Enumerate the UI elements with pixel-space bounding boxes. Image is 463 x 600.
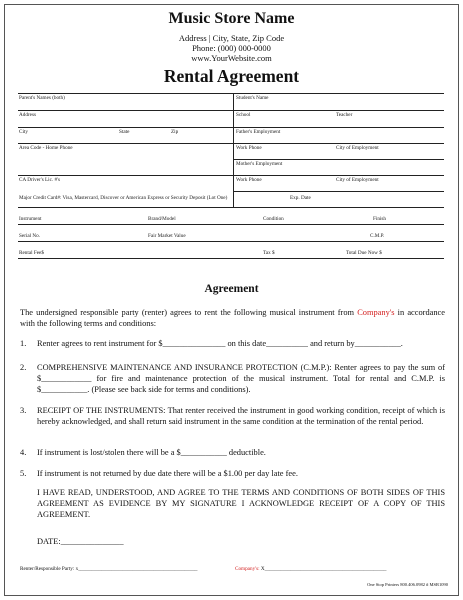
drivers-license-label: CA Driver's Lic. #'s xyxy=(19,177,61,183)
term-text: COMPREHENSIVE MAINTENANCE AND INSURANCE PROTECTION (C.M.P.): Renter agrees to pay the sum of $____________ for fire and maintenance protection of the musical instrument. Total for rental and C.M.P. is $___________. (Please see back side for terms and conditions). xyxy=(37,363,445,394)
agreement-intro xyxy=(20,307,445,329)
term-text: Renter agrees to rent instrument for $_______________ on this date__________ and return by___________. xyxy=(37,339,403,348)
term-item xyxy=(20,405,445,427)
fair-market-value-label: Fair Market Value xyxy=(148,233,186,239)
company-signature-label: Company's: xyxy=(235,566,260,572)
work-phone-label-1: Work Phone xyxy=(236,145,262,151)
fathers-employment-label: Father's Employment xyxy=(236,129,281,135)
work-phone-label-2: Work Phone xyxy=(236,177,262,183)
term-text: If instrument is not returned by due date there will be a $1.00 per day late fee. xyxy=(37,469,298,478)
state-label: State xyxy=(119,129,130,135)
cmp-label: C.M.P. xyxy=(370,233,385,239)
store-contact xyxy=(0,33,463,63)
term-number: 5. xyxy=(20,469,27,478)
company-name-red: Company's xyxy=(357,308,395,317)
teacher-label: Teacher xyxy=(336,112,353,118)
date-field: DATE:_______________ xyxy=(37,537,124,546)
intro-text-end: in accordance with the following terms and conditions: xyxy=(20,308,445,328)
students-name-label: Student's Name xyxy=(236,95,269,101)
rental-form-grid xyxy=(18,93,444,263)
renter-signature-line: Renter/Responsible Party: x______________________________________________ xyxy=(20,566,198,572)
company-signature-blank: X_______________________________________________ xyxy=(259,566,387,572)
company-signature-line xyxy=(235,566,387,572)
rental-fee-label: Rental Fee$ xyxy=(19,250,44,256)
agreement-heading: Agreement xyxy=(204,283,259,295)
term-item xyxy=(20,338,445,349)
instrument-label: Instrument xyxy=(19,216,42,222)
condition-label: Condition xyxy=(263,216,284,222)
term-number: 3. xyxy=(20,406,27,415)
address-label: Address xyxy=(19,112,37,118)
city-of-employment-label-2: City of Employment xyxy=(336,177,379,183)
document-title: Rental Agreement xyxy=(163,66,300,86)
total-due-label: Total Due Now $ xyxy=(346,250,382,256)
finish-label: Finish xyxy=(373,216,386,222)
store-address: Address | City, State, Zip Code xyxy=(178,33,285,43)
home-phone-label: Area Code - Home Phone xyxy=(19,145,73,151)
store-name: Music Store Name xyxy=(168,10,295,27)
city-label: City xyxy=(19,129,28,135)
store-website: www.YourWebsite.com xyxy=(191,53,272,63)
brand-model-label: Brand/Model xyxy=(148,216,176,222)
declaration-text: I HAVE READ, UNDERSTOOD, AND AGREE TO THE TERMS AND CONDITIONS OF BOTH SIDES OF THIS AGREEMENT AS EVIDENCE BY MY SIGNATURE I ACKNOWLEDGE RECEIPT OF A COPY OF THIS AGREEMENT. xyxy=(37,488,445,519)
exp-date-label: Exp. Date xyxy=(290,195,311,201)
term-item xyxy=(20,468,445,479)
term-number: 1. xyxy=(20,339,27,348)
mothers-employment-label: Mother's Employment xyxy=(236,161,283,167)
term-text: If instrument is lost/stolen there will be a $___________ deductible. xyxy=(37,448,266,457)
term-text: RECEIPT OF THE INSTRUMENTS: That renter received the instrument in good working condition, receipt of which is hereby acknowledged, and shall return said instrument in the same condition at the termination of the rental period. xyxy=(37,406,445,426)
school-label: School xyxy=(236,112,251,118)
parents-names-label: Parent's Names (both) xyxy=(19,95,65,101)
tax-label: Tax $ xyxy=(263,250,275,256)
term-number: 2. xyxy=(20,363,27,372)
serial-no-label: Serial No. xyxy=(19,233,41,239)
term-number: 4. xyxy=(20,448,27,457)
store-phone: Phone: (000) 000-0000 xyxy=(192,43,271,53)
term-item xyxy=(20,447,445,458)
credit-card-label: Major Credit Card#: Visa, Mastercard, Discover or American Express or Security Deposit (Lot One) xyxy=(19,195,228,201)
city-of-employment-label-1: City of Employment xyxy=(336,145,379,151)
printer-credit: One Stop Printers 800.406.0982 # MSR1090 xyxy=(367,582,448,587)
zip-label: Zip xyxy=(171,129,179,135)
intro-text-start: The undersigned responsible party (renter) agrees to rent the following musical instrument from xyxy=(20,308,358,317)
term-item xyxy=(20,362,445,395)
